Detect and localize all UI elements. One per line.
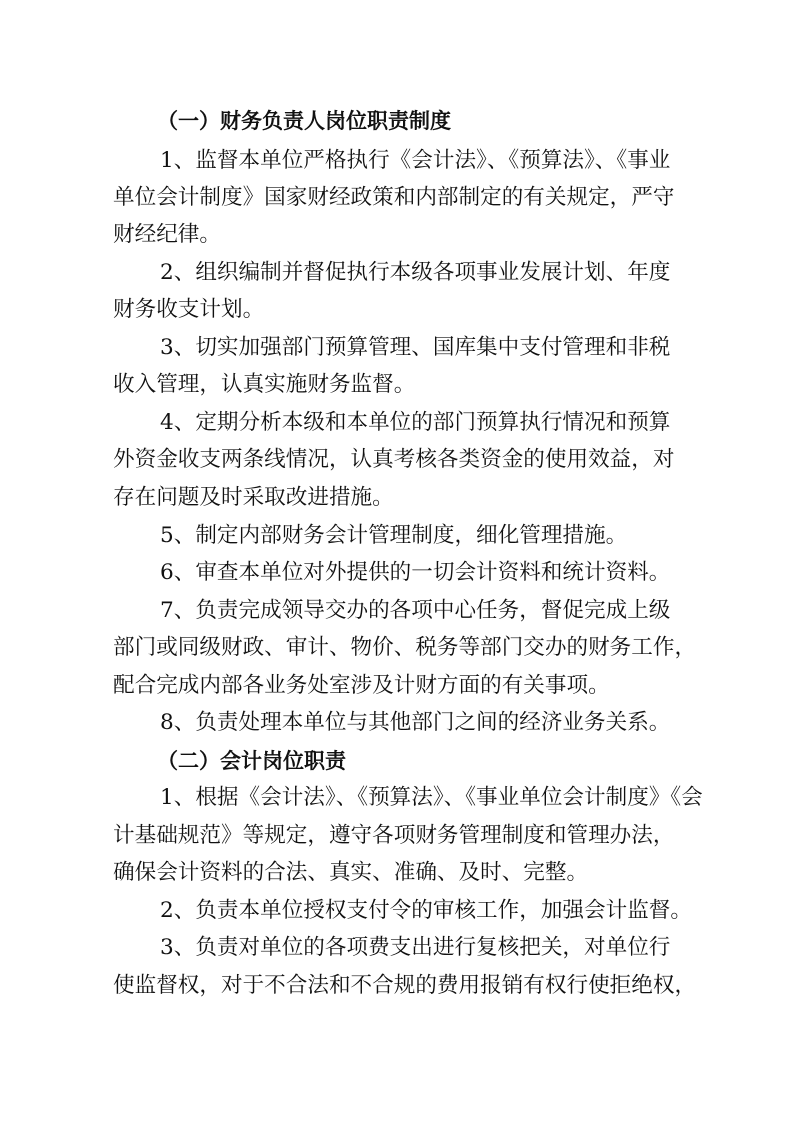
section-1-item-4-line-2: 外资金收支两条线情况，认真考核各类资金的使用效益，对 (113, 447, 675, 472)
section-1-heading: （一）财务负责人岗位职责制度 (157, 109, 451, 133)
section-1-item-5-line-1: 5、制定内部财务会计管理制度，细化管理措施。 (160, 523, 628, 548)
section-2-item-3-line-2: 使监督权，对于不合法和不合规的费用报销有权行使拒绝权， (113, 973, 697, 998)
section-1-item-2-line-1: 2、组织编制并督促执行本级各项事业发展计划、年度 (160, 260, 671, 285)
section-1-item-3-line-2: 收入管理，认真实施财务监督。 (113, 372, 416, 397)
section-2-item-3-line-1: 3、负责对单位的各项费支出进行复核把关，对单位行 (160, 935, 671, 960)
section-1-item-7-line-1: 7、负责完成领导交办的各项中心任务，督促完成上级 (160, 598, 671, 623)
section-2-heading: （二）会计岗位职责 (157, 749, 346, 773)
section-1-item-4-line-1: 4、定期分析本级和本单位的部门预算执行情况和预算 (160, 410, 671, 435)
section-2-item-2-line-1: 2、负责本单位授权支付令的审核工作，加强会计监督。 (160, 898, 692, 923)
section-1-item-3-line-1: 3、切实加强部门预算管理、国库集中支付管理和非税 (160, 335, 671, 360)
section-2-item-1-line-2: 计基础规范》等规定，遵守各项财务管理制度和管理办法， (113, 823, 675, 848)
section-1-item-7-line-3: 配合完成内部各业务处室涉及计财方面的有关事项。 (113, 673, 610, 698)
section-1-item-1-line-1: 1、监督本单位严格执行《会计法》、《预算法》、《事业 (160, 148, 671, 173)
section-1-item-8-line-1: 8、负责处理本单位与其他部门之间的经济业务关系。 (160, 710, 671, 735)
section-2-item-1-line-1: 1、根据《会计法》、《预算法》、《事业单位会计制度》《会 (160, 785, 703, 810)
section-1-item-2-line-2: 财务收支计划。 (113, 297, 265, 322)
section-1-item-1-line-3: 财经纪律。 (113, 222, 221, 247)
section-2-item-1-line-3: 确保会计资料的合法、真实、准确、及时、完整。 (113, 860, 589, 885)
section-1-item-4-line-3: 存在问题及时采取改进措施。 (113, 485, 394, 510)
section-1-item-7-line-2: 部门或同级财政、审计、物价、税务等部门交办的财务工作， (113, 635, 697, 660)
section-1-item-1-line-2: 单位会计制度》国家财经政策和内部制定的有关规定，严守 (113, 185, 675, 210)
section-1-item-6-line-1: 6、审查本单位对外提供的一切会计资料和统计资料。 (160, 560, 671, 585)
